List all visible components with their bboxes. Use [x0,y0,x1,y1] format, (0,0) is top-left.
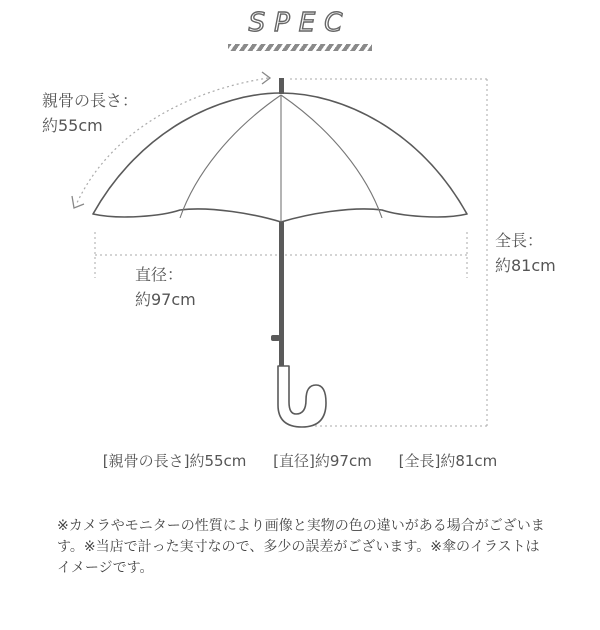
diameter-name: 直径： [135,265,184,284]
diameter-value: 約97cm [135,290,196,309]
summary-diameter: [直径]約97cm [273,452,372,470]
umbrella-tip [279,78,284,94]
umbrella-shaft [279,222,284,366]
umbrella-canopy [93,93,467,222]
total-length-label [495,228,556,278]
summary-rib-length: [親骨の長さ]約55cm [102,452,247,470]
umbrella-icon [93,78,467,427]
umbrella-runner [271,335,280,341]
summary-total-length: [全長]約81cm [398,452,498,470]
diameter-label [135,262,196,312]
rib-length-name: 親骨の長さ： [42,91,139,110]
umbrella-handle [278,366,326,427]
disclaimer-note: ※カメラやモニターの性質により画像と実物の色の違いがある場合がございます。※当店で計った実寸なので、多少の誤差がございます。※傘のイラストはイメージです。 [57,518,545,576]
spec-title: SPEC [248,8,352,38]
spec-summary [0,450,600,471]
rib-length-label [42,88,138,138]
total-length-name: 全長： [495,231,544,250]
total-length-value: 約81cm [495,256,556,275]
rib-length-value: 約55cm [42,116,103,135]
